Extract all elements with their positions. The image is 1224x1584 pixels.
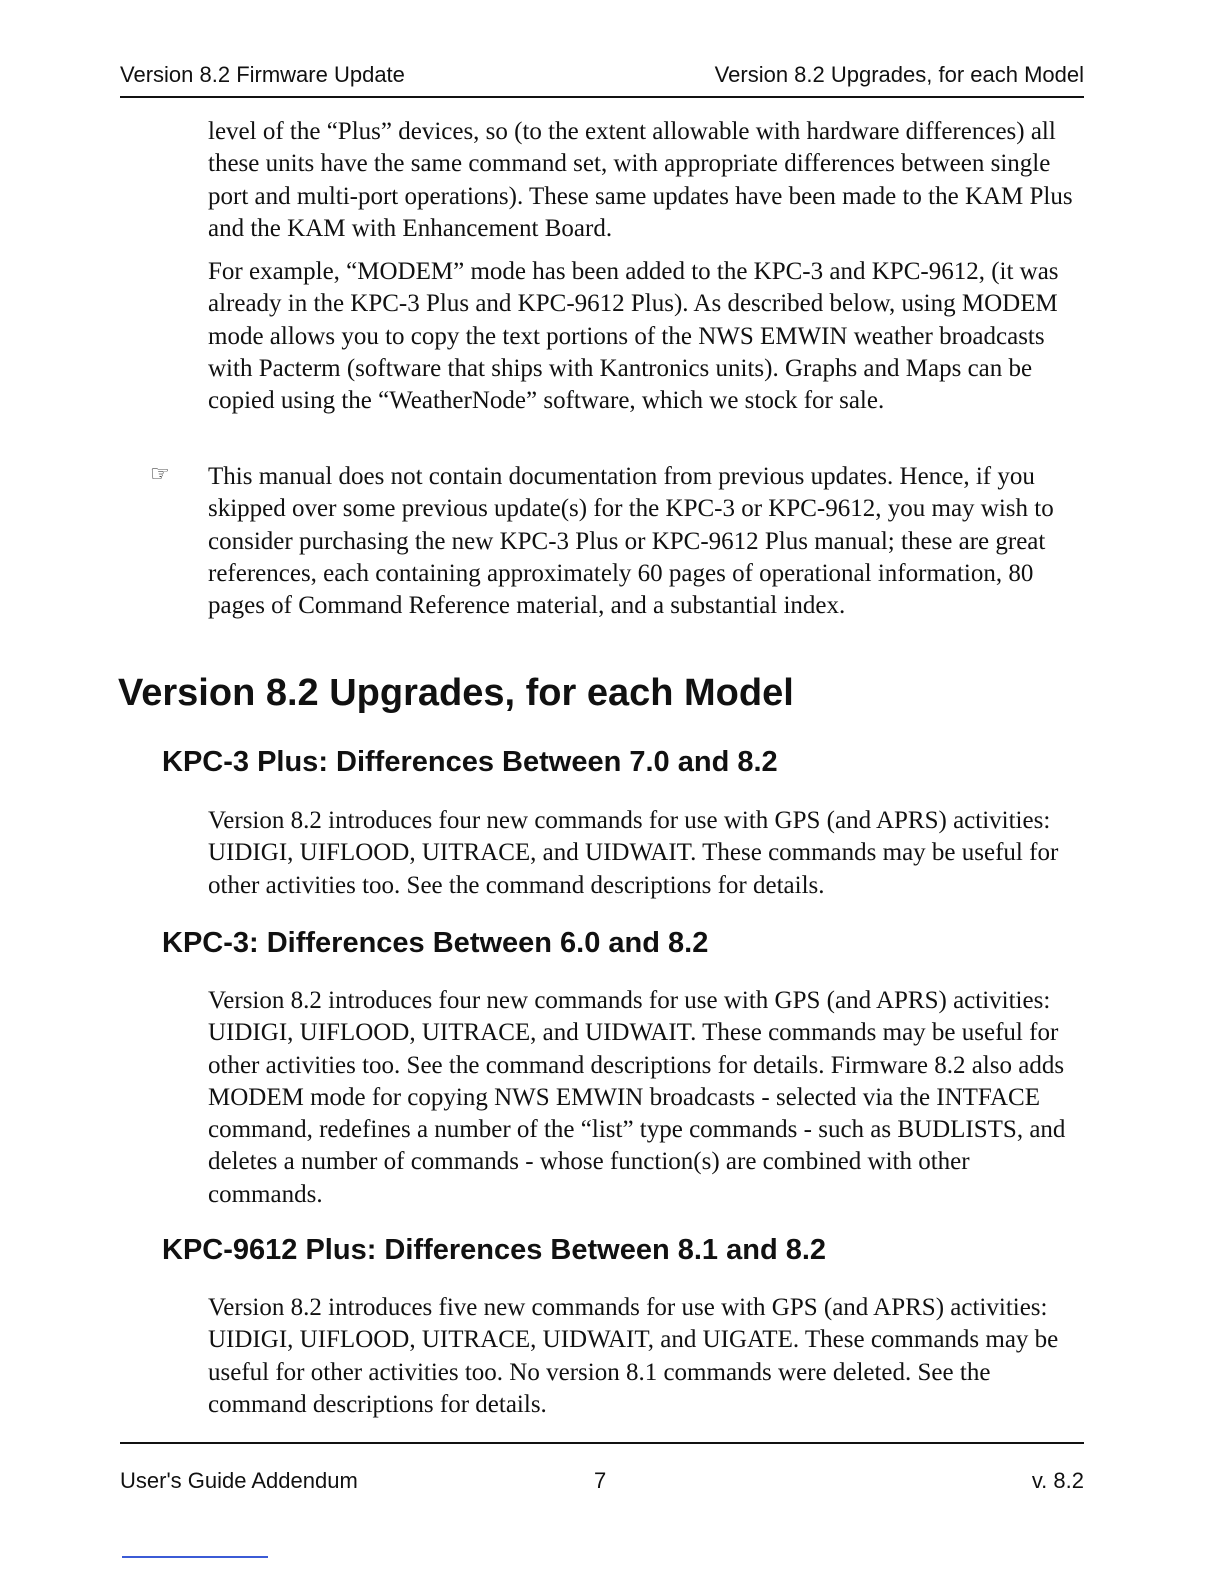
section-title: Version 8.2 Upgrades, for each Model [118,672,794,714]
subsection-heading-kpc3: KPC-3: Differences Between 6.0 and 8.2 [162,927,709,959]
footer-version: v. 8.2 [1031,1468,1084,1493]
pointing-hand-icon: ☞ [150,462,170,487]
page-number: 7 [594,1468,607,1493]
header-right-title: Version 8.2 Upgrades, for each Model [714,62,1084,87]
scan-artifact-line [122,1556,268,1558]
subsection-text-kpc3: Version 8.2 introduces four new commands for use with GPS (and APRS) activities: UIDIGI, UIFLOOD, UITRACE, and UIDWAIT. These commands may be useful for other activities too. See the command descriptions for details. Firmware 8.2 also adds MODEM mode for copying NWS EMWIN broadcasts - selected via the INTFACE command, redefines a number of the “list” type commands - such as BUDLISTS, and deletes a number of commands - whose function(s) are combined with other commands. [208,987,1066,1208]
subsection-text-kpc3-plus: Version 8.2 introduces four new commands for use with GPS (and APRS) activities: UIDIGI, UIFLOOD, UITRACE, and UIDWAIT. These commands may be useful for other activities too. See the command descriptions for details. [208,807,1059,899]
footer-left-title: User's Guide Addendum [120,1468,358,1493]
subsection-heading-kpc9612-plus: KPC-9612 Plus: Differences Between 8.1 and 8.2 [162,1234,827,1266]
intro-paragraph-1: level of the “Plus” devices, so (to the extent allowable with hardware differences) all these units have the same command set, with appropriate differences between single port and multi-port operations). These same updates have been made to the KAM Plus and the KAM with Enhancement Board. [208,118,1073,242]
subsection-heading-kpc3-plus: KPC-3 Plus: Differences Between 7.0 and 8.2 [162,746,778,778]
intro-paragraph-2: For example, “MODEM” mode has been added to the KPC-3 and KPC-9612, (it was already in the KPC-3 Plus and KPC-9612 Plus). As described below, using MODEM mode allows you to copy the text portions of the NWS EMWIN weather broadcasts with Pacterm (software that ships with Kantronics units). Graphs and Maps can be copied using the “WeatherNode” software, which we stock for sale. [208,258,1059,415]
header-left-title: Version 8.2 Firmware Update [120,62,405,87]
note-paragraph: This manual does not contain documentation from previous updates. Hence, if you skipped over some previous update(s) for the KPC-3 or KPC-9612, you may wish to consider purchasing the new KPC-3 Plus or KPC-9612 Plus manual; these are great references, each containing approximately 60 pages of operational information, 80 pages of Command Reference material, and a substantial index. [208,463,1054,620]
subsection-text-kpc9612-plus: Version 8.2 introduces five new commands for use with GPS (and APRS) activities: UIDIGI, UIFLOOD, UITRACE, UIDWAIT, and UIGATE. These commands may be useful for other activities too. No version 8.1 commands were deleted. See the command descriptions for details. [208,1294,1059,1418]
page-header [120,62,1084,98]
page-footer [120,1442,1084,1494]
